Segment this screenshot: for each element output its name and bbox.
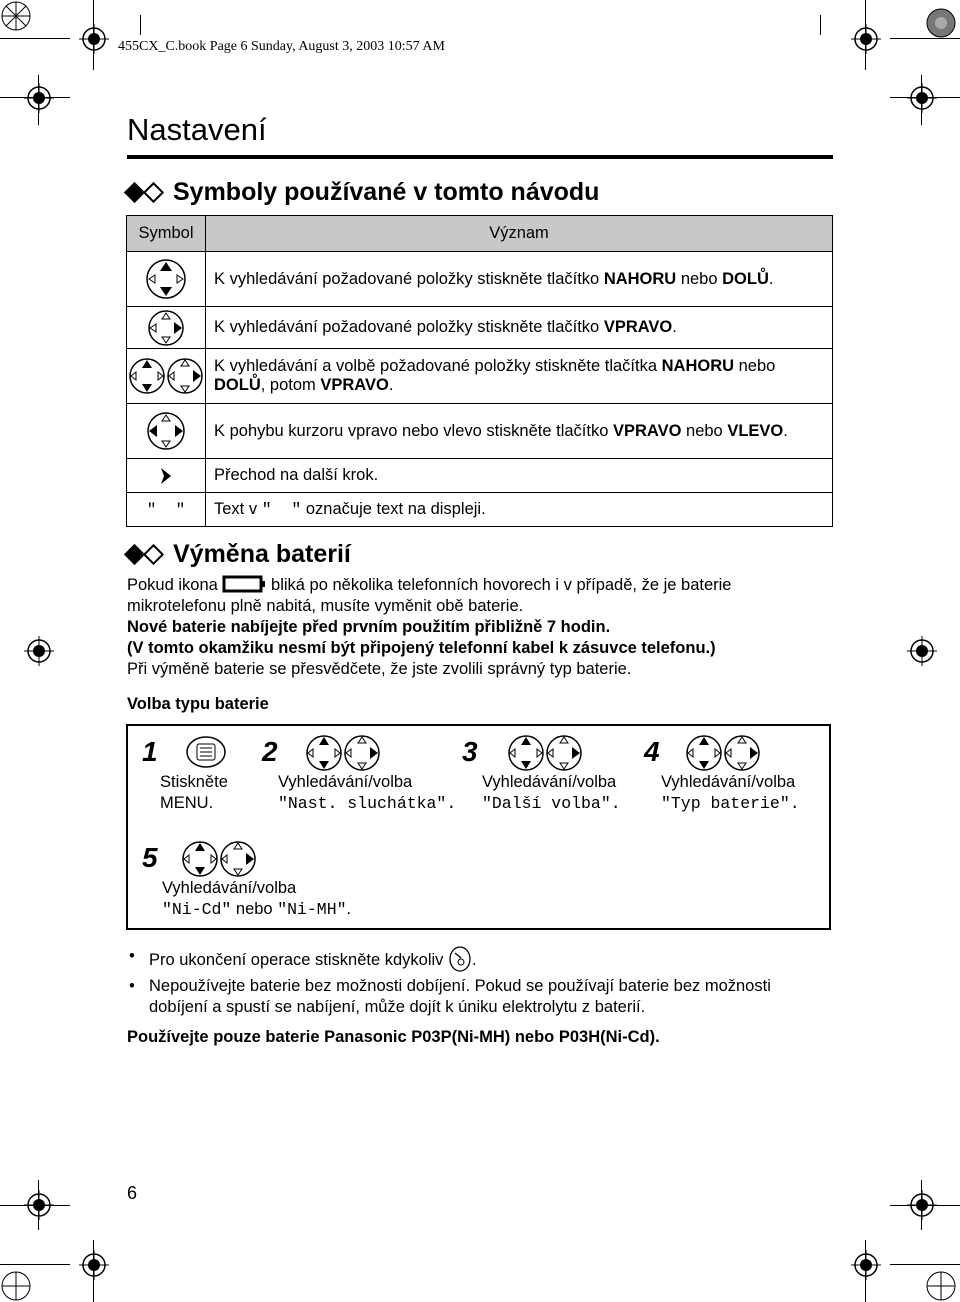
step-number: 2 bbox=[262, 736, 278, 767]
symbol-meaning: K vyhledávání a volbě požadované položky stiskněte tlačítka NAHORU nebo DOLŮ, potom VPRAVO. bbox=[206, 349, 833, 404]
step-number: 5 bbox=[142, 842, 158, 873]
notes-list bbox=[127, 946, 847, 1022]
battery-type-heading: Volba typu baterie bbox=[127, 695, 269, 713]
quotes-symbol: " " bbox=[127, 493, 206, 527]
registration-mark-icon bbox=[24, 1190, 54, 1220]
next-step-arrow-icon bbox=[127, 459, 206, 493]
nav-up-down-icon bbox=[127, 252, 206, 307]
step-number: 1 bbox=[142, 736, 158, 767]
symbols-section-heading bbox=[127, 178, 599, 207]
registration-mark-icon bbox=[79, 1250, 109, 1280]
table-row bbox=[127, 493, 833, 527]
registration-mark-icon bbox=[24, 636, 54, 666]
step-label: Vyhledávání/volba "Ni-Cd" nebo "Ni-MH". bbox=[162, 879, 352, 919]
nav-right-icon bbox=[127, 307, 206, 349]
battery-section-heading bbox=[127, 540, 351, 569]
symbol-meaning: K vyhledávání požadované položky stiskněte tlačítko VPRAVO. bbox=[206, 307, 833, 349]
battery-icon bbox=[222, 574, 266, 594]
battery-heading-text: Výměna baterií bbox=[173, 540, 351, 568]
column-header-meaning: Význam bbox=[206, 216, 833, 252]
battery-text: mikrotelefonu plně nabitá, musíte vyměnit obě baterie. bbox=[127, 597, 524, 615]
table-row bbox=[127, 252, 833, 307]
step-number: 4 bbox=[644, 736, 660, 767]
list-item: • Pro ukončení operace stiskněte kdykoliv . bbox=[127, 946, 847, 972]
nav-left-right-icon bbox=[127, 404, 206, 459]
step-number: 3 bbox=[462, 736, 478, 767]
registration-mark-icon bbox=[907, 1190, 937, 1220]
table-row bbox=[127, 349, 833, 404]
symbol-meaning: K vyhledávání požadované položky stiskněte tlačítko NAHORU nebo DOLŮ. bbox=[206, 252, 833, 307]
battery-type-note: Při výměně baterie se přesvědčete, že jste zvolili správný typ baterie. bbox=[127, 660, 632, 678]
step-label: Vyhledávání/volba "Další volba". bbox=[482, 773, 621, 813]
symbol-meaning: Text v " " označuje text na displeji. bbox=[206, 493, 833, 527]
page-number: 6 bbox=[127, 1183, 138, 1203]
section-diamond-icon bbox=[127, 547, 165, 562]
nav-up-down-then-right-icon bbox=[180, 838, 260, 880]
table-row bbox=[127, 307, 833, 349]
battery-charge-note: Nové baterie nabíjejte před prvním použitím přibližně 7 hodin. bbox=[127, 618, 611, 636]
registration-mark-icon bbox=[851, 24, 881, 54]
battery-type-steps-box bbox=[126, 724, 831, 930]
registration-mark-icon bbox=[851, 1250, 881, 1280]
registration-mark-icon bbox=[24, 83, 54, 113]
color-wheel-mark-icon bbox=[924, 6, 958, 40]
nav-up-down-then-right-icon bbox=[304, 732, 384, 774]
title-rule bbox=[127, 155, 833, 159]
color-wheel-mark-icon bbox=[0, 0, 34, 34]
nav-up-down-then-right-icon bbox=[506, 732, 586, 774]
symbols-heading-text: Symboly používané v tomto návodu bbox=[173, 178, 600, 206]
symbol-meaning: Přechod na další krok. bbox=[206, 459, 833, 493]
battery-recommendation: Používejte pouze baterie Panasonic P03P(Ni-MH) nebo P03H(Ni-Cd). bbox=[127, 1028, 660, 1046]
symbol-meaning: K pohybu kurzoru vpravo nebo vlevo stiskněte tlačítko VPRAVO nebo VLEVO. bbox=[206, 404, 833, 459]
registration-mark-icon bbox=[79, 24, 109, 54]
registration-mark-icon bbox=[907, 636, 937, 666]
off-button-icon bbox=[448, 946, 472, 972]
color-wheel-mark-icon bbox=[924, 1268, 958, 1302]
page-title: Nastavení bbox=[127, 112, 267, 147]
table-row bbox=[127, 404, 833, 459]
print-header-info: 455CX_C.book Page 6 Sunday, August 3, 2003 10:57 AM bbox=[118, 39, 445, 54]
section-diamond-icon bbox=[127, 185, 165, 200]
battery-paragraph bbox=[127, 574, 847, 680]
battery-text: Pokud ikona bbox=[127, 576, 218, 594]
step-label: Vyhledávání/volba "Nast. sluchátka". bbox=[278, 773, 457, 813]
battery-text: bliká po několika telefonních hovorech i v případě, že je baterie bbox=[271, 576, 732, 594]
nav-up-down-then-right-icon bbox=[127, 349, 206, 404]
registration-mark-icon bbox=[907, 83, 937, 113]
battery-cable-note: (V tomto okamžiku nesmí být připojený telefonní kabel k zásuvce telefonu.) bbox=[127, 639, 716, 657]
color-wheel-mark-icon bbox=[0, 1268, 34, 1302]
symbols-table bbox=[126, 215, 833, 527]
nav-up-down-then-right-icon bbox=[684, 732, 764, 774]
list-item: • Nepoužívejte baterie bez možnosti dobíjení. Pokud se používají baterie bez možnosti dobíjení a spustí se nabíjení, může dojít k úniku elektrolytu z baterií. bbox=[127, 976, 847, 1018]
step-label: Stiskněte MENU. bbox=[160, 773, 228, 812]
table-row bbox=[127, 459, 833, 493]
column-header-symbol: Symbol bbox=[127, 216, 206, 252]
step-label: Vyhledávání/volba "Typ baterie". bbox=[661, 773, 800, 813]
menu-button-icon bbox=[180, 735, 232, 769]
